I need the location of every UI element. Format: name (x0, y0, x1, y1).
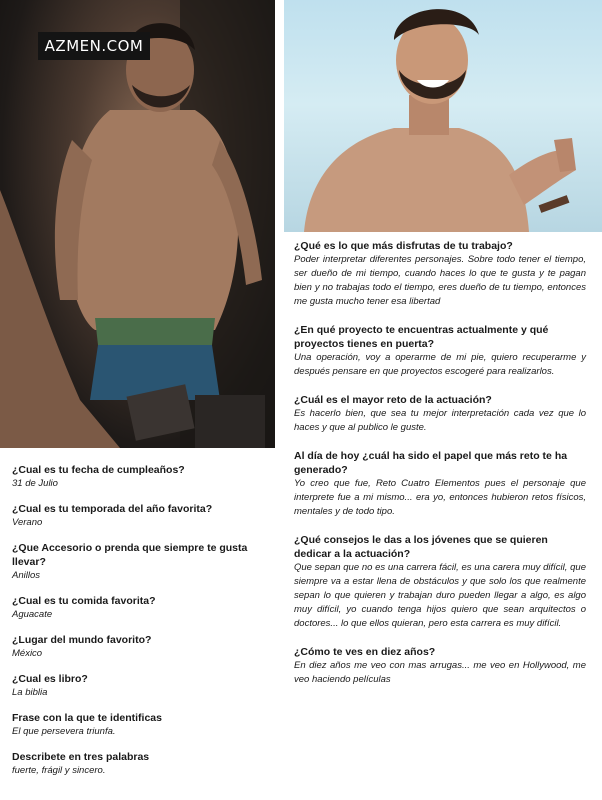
qa-item (294, 323, 586, 379)
answer: Aguacate (12, 609, 53, 620)
site-logo: AZMEN.COM (38, 32, 150, 60)
answer: La biblia (12, 687, 48, 698)
qa-item (294, 533, 586, 631)
answer: Poder interpretar diferentes personajes. Sobre todo tener el tiempo, ser dueño de mi tiempo, cuando haces lo que te gusta y te pagan bien y no trabajas todo el tiempo, eres dueño de tu tiempo, entonces me gusta mucho tener esa libertad (294, 254, 586, 307)
right-qa-column (294, 239, 586, 701)
answer: Anillos (12, 570, 40, 581)
qa-item (12, 502, 278, 530)
question: ¿Cuál es el mayor reto de la actuación? (294, 394, 492, 406)
qa-item (12, 463, 278, 491)
question: ¿Cómo te ves en diez años? (294, 646, 436, 658)
qa-item (294, 393, 586, 435)
qa-item (12, 541, 278, 583)
qa-item (12, 594, 278, 622)
left-qa-column (12, 463, 278, 789)
answer: Verano (12, 517, 43, 528)
answer: En diez años me veo con mas arrugas... me veo en Hollywood, me veo haciendo películas (294, 660, 586, 685)
question: Frase con la que te identificas (12, 712, 162, 724)
qa-item (12, 672, 278, 700)
answer: Una operación, voy a operarme de mi pie, quiero recuperarme y después pensare en que proyectos escogeré para realizarlos. (294, 352, 586, 377)
answer: fuerte, frágil y sincero. (12, 765, 106, 776)
question: ¿Cual es tu temporada del año favorita? (12, 503, 213, 515)
question: Describete en tres palabras (12, 751, 150, 763)
qa-item (12, 711, 278, 739)
question: ¿Que Accesorio o prenda que siempre te gusta llevar? (12, 542, 248, 568)
answer: México (12, 648, 43, 659)
answer: Yo creo que fue, Reto Cuatro Elementos pues el personaje que interprete fue a mi mismo... era yo, entonces hubieron retos físicos, mentales y de todo tipo. (294, 478, 586, 517)
photo-right (284, 0, 602, 232)
qa-item (294, 449, 586, 519)
question: ¿Cual es tu fecha de cumpleaños? (12, 464, 185, 476)
answer: 31 de Julio (12, 478, 58, 489)
question: ¿Qué es lo que más disfrutas de tu trabajo? (294, 240, 513, 252)
question: ¿Qué consejos le das a los jóvenes que se quieren dedicar a la actuación? (294, 534, 548, 560)
question: ¿Cual es libro? (12, 673, 88, 685)
photo-left (0, 0, 275, 448)
qa-item (294, 239, 586, 309)
photo-left-figure (0, 0, 275, 448)
answer: Que sepan que no es una carrera fácil, es una carera muy difícil, que siempre va a estar llena de obstáculos y que solo los que realmente sepan lo que quieren y trabajan duro pueden llegar a algo, es algo muy difícil, yo cuando tenga hijos quiero que sean arquitectos o doctores... lo que ellos quieran, pero esta carrera es muy difícil. (294, 562, 586, 629)
qa-item (294, 645, 586, 687)
question: ¿En qué proyecto te encuentras actualmente y qué proyectos tienes en puerta? (294, 324, 549, 350)
qa-item (12, 633, 278, 661)
question: Al día de hoy ¿cuál ha sido el papel que más reto te ha generado? (294, 450, 568, 476)
answer: El que persevera triunfa. (12, 726, 116, 737)
question: ¿Lugar del mundo favorito? (12, 634, 152, 646)
question: ¿Cual es tu comida favorita? (12, 595, 156, 607)
photo-right-figure (284, 0, 602, 232)
answer: Es hacerlo bien, que sea tu mejor interpretación cada vez que lo haces y que al publico le guste. (294, 408, 586, 433)
qa-item (12, 750, 278, 778)
